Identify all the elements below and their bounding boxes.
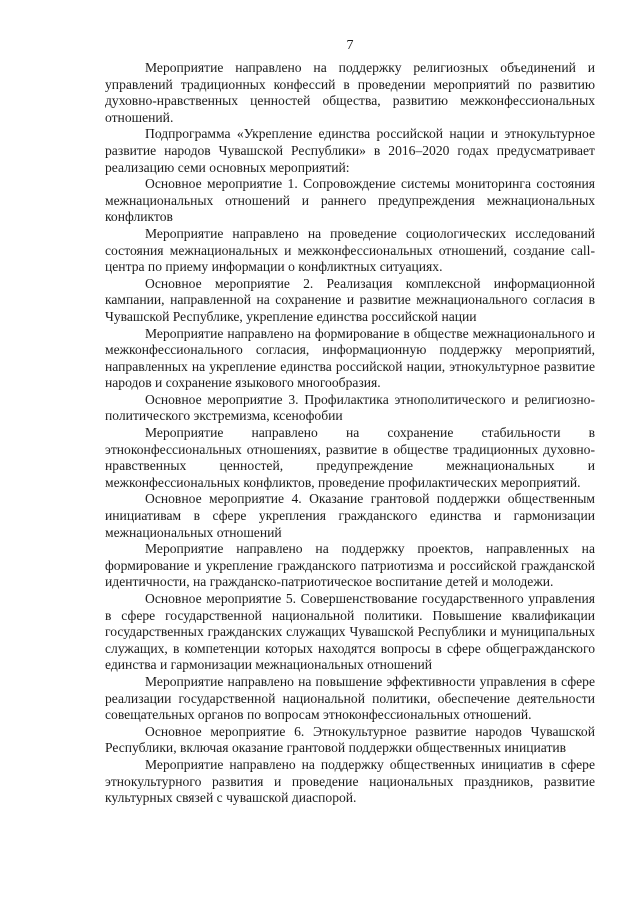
paragraph-activity-6-description: Мероприятие направлено на поддержку общественных инициатив в сфере этнокультурного развития и проведение национальных праздников, развитие культурных связей с чувашской диаспорой. (105, 756, 595, 806)
paragraph-religious-support: Мероприятие направлено на поддержку религиозных объединений и управлений традиционных конфессий в проведении мероприятий по развитию духовно-нравственных ценностей общества, развитию межконфессиональных отношений. (105, 60, 595, 125)
page-number: 7 (346, 38, 354, 53)
paragraph-activity-4-description: Мероприятие направлено на поддержку проектов, направленных на формирование и укрепление гражданского патриотизма и российской гражданской идентичности, на гражданско-патриотическое воспитание детей и молодежи. (105, 541, 595, 590)
paragraph-main-activity-1: Основное мероприятие 1. Сопровождение системы мониторинга состояния межнациональных отношений и раннего предупреждения межнациональных конфликтов (105, 176, 595, 225)
paragraph-main-activity-4: Основное мероприятие 4. Оказание грантовой поддержки общественным инициативам в сфере укрепления гражданского единства и гармонизации межнациональных отношений (105, 491, 595, 540)
paragraph-subprogram-intro: Подпрограмма «Укрепление единства российской нации и этнокультурное развитие народов Чувашской Республики» в 2016–2020 годах предусматривает реализацию семи основных мероприятий: (105, 126, 595, 175)
paragraph-activity-1-description: Мероприятие направлено на проведение социологических исследований состояния межнациональных и межконфессиональных отношений, создание call-центра по приему информации о конфликтных ситуациях. (105, 225, 595, 275)
document-page (105, 38, 595, 807)
paragraph-main-activity-3: Основное мероприятие 3. Профилактика этнополитического и религиозно-политического экстремизма, ксенофобии (105, 391, 595, 424)
paragraph-main-activity-5: Основное мероприятие 5. Совершенствование государственного управления в сфере государственной национальной политики. Повышение квалификации государственных гражданских служащих Чувашской Республики и муниципальных служащих, в компетенции которых находятся вопросы в сфере общегражданского единства и гармонизации межнациональных отношений (105, 591, 595, 673)
paragraph-activity-3-description: Мероприятие направлено на сохранение стабильности в этноконфессиональных отношениях, развитие в обществе традиционных духовно-нравственных ценностей, предупреждение межнациональных и межконфессиональных конфликтов, проведение профилактических мероприятий. (105, 425, 595, 490)
paragraph-activity-5-description: Мероприятие направлено на повышение эффективности управления в сфере реализации государственной национальной политики, обеспечение деятельности совещательных органов по вопросам этноконфессиональных отношений. (105, 673, 595, 723)
paragraph-main-activity-2: Основное мероприятие 2. Реализация комплексной информационной кампании, направленной на сохранение и развитие межнационального согласия в Чувашской Республике, укрепление единства российской нации (105, 275, 595, 324)
paragraph-activity-2-description: Мероприятие направлено на формирование в обществе межнационального и межконфессионального согласия, информационную поддержку мероприятий, направленных на укрепление единства российской нации, этнокультурное развитие народов и сохранение языкового многообразия. (105, 325, 595, 391)
paragraph-main-activity-6: Основное мероприятие 6. Этнокультурное развитие народов Чувашской Республики, включая оказание грантовой поддержки общественных инициатив (105, 723, 595, 756)
